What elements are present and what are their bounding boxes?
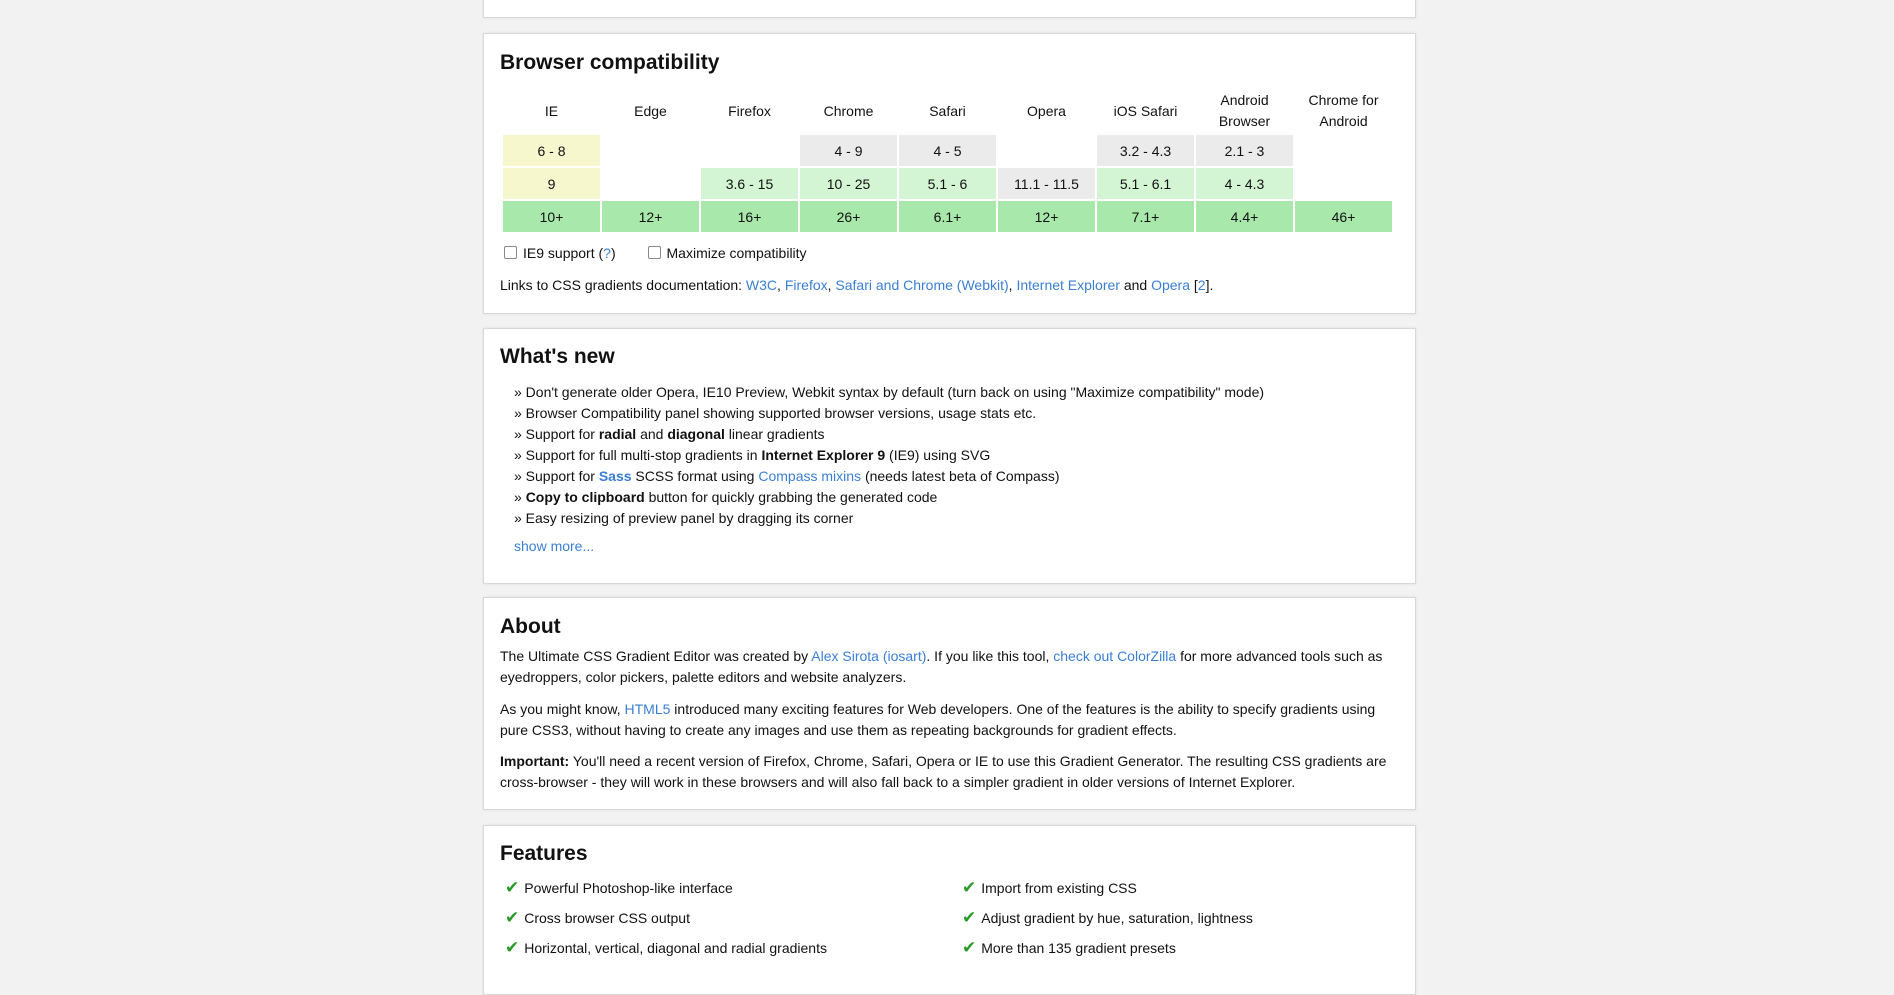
- compat-header-edge: Edge: [634, 102, 667, 119]
- compat-header-safari: Safari: [929, 102, 966, 119]
- compat-cell: 2.1 - 3: [1196, 135, 1293, 166]
- compat-cell: 5.1 - 6.1: [1097, 168, 1194, 199]
- compat-cell: 9: [503, 168, 600, 199]
- browser-compat-panel: [483, 33, 1416, 314]
- compat-cell: [1295, 135, 1392, 166]
- list-item: » Support for radial and diagonal linear gradients: [514, 426, 825, 442]
- section-title-about: About: [500, 615, 561, 638]
- doc-links: Links to CSS gradients documentation: W3C, Firefox, Safari and Chrome (Webkit), Internet Explorer and Opera [2].: [500, 277, 1214, 293]
- check-icon: ✔: [962, 878, 977, 897]
- ie9-support-checkbox[interactable]: [504, 246, 517, 259]
- list-item: » Support for full multi-stop gradients in Internet Explorer 9 (IE9) using SVG: [514, 447, 991, 463]
- opera-doc-link-2[interactable]: 2: [1197, 277, 1206, 293]
- ie9-help-link[interactable]: ?: [603, 245, 611, 261]
- feature-item: ✔ More than 135 gradient presets: [962, 938, 1176, 957]
- whats-new-list: [514, 382, 1264, 529]
- section-title-whats-new: What's new: [500, 345, 615, 368]
- compat-header-firefox: Firefox: [728, 102, 771, 119]
- show-more-link[interactable]: show more...: [514, 538, 595, 554]
- about-panel: [483, 597, 1416, 810]
- colorzilla-link[interactable]: check out ColorZilla: [1053, 648, 1177, 664]
- compat-cell: 6.1+: [899, 201, 996, 232]
- about-paragraph-2: As you might know, HTML5 introduced many exciting features for Web developers. One of the features is the ability to specify gradients using pure CSS3, without having to create any images and use them as repeating backgrounds for gradient effects.: [500, 701, 1376, 738]
- compat-cell: 10+: [503, 201, 600, 232]
- list-item: » Browser Compatibility panel showing supported browser versions, usage stats etc.: [514, 405, 1037, 421]
- compat-row-old: [503, 135, 1392, 166]
- previous-panel: [483, 0, 1416, 18]
- maximize-compat-label: Maximize compatibility: [666, 245, 807, 261]
- compat-cell: 3.2 - 4.3: [1097, 135, 1194, 166]
- compat-cell: [1295, 168, 1392, 199]
- compat-cell: 4 - 9: [800, 135, 897, 166]
- compat-cell: 6 - 8: [503, 135, 600, 166]
- compat-cell: 46+: [1295, 201, 1392, 232]
- compat-header-chrome-android: Chrome for Android: [1308, 92, 1379, 129]
- section-title-features: Features: [500, 842, 588, 865]
- compat-row-partial: [503, 168, 1392, 199]
- list-item: » Copy to clipboard button for quickly grabbing the generated code: [514, 489, 938, 505]
- and-text: and: [1119, 277, 1152, 293]
- check-icon: ✔: [962, 938, 977, 957]
- firefox-doc-link[interactable]: Firefox: [784, 277, 828, 293]
- compat-cell: 16+: [701, 201, 798, 232]
- check-icon: ✔: [505, 938, 520, 957]
- feature-item: ✔ Powerful Photoshop-like interface: [505, 878, 733, 897]
- compat-cell: [602, 135, 699, 166]
- compat-header-opera: Opera: [1027, 102, 1066, 119]
- compat-header-chrome: Chrome: [823, 102, 874, 119]
- compat-options: [504, 245, 835, 261]
- author-link[interactable]: Alex Sirota (iosart): [811, 648, 927, 664]
- compat-cell: 4.4+: [1196, 201, 1293, 232]
- sass-link[interactable]: Sass: [598, 468, 632, 484]
- compat-cell: [998, 135, 1095, 166]
- opera-doc-link[interactable]: Opera: [1151, 277, 1190, 293]
- feature-item: ✔ Horizontal, vertical, diagonal and radial gradients: [505, 938, 827, 957]
- doc-links-prefix: Links to CSS gradients documentation:: [500, 277, 746, 293]
- webkit-doc-link[interactable]: Safari and Chrome (Webkit): [835, 277, 1009, 293]
- compat-cell: 12+: [998, 201, 1095, 232]
- compass-mixins-link[interactable]: Compass mixins: [758, 468, 862, 484]
- feature-item: ✔ Import from existing CSS: [962, 878, 1137, 897]
- compat-cell: 3.6 - 15: [701, 168, 798, 199]
- about-paragraph-1: The Ultimate CSS Gradient Editor was created by Alex Sirota (iosart). If you like this tool, check out ColorZilla for more advanced tools such as eyedroppers, color pickers, palette editors and website analyzers.: [500, 648, 1383, 685]
- maximize-compat-checkbox[interactable]: [648, 246, 661, 259]
- list-item: » Support for Sass SCSS format using Compass mixins (needs latest beta of Compass): [514, 468, 1060, 484]
- ie9-support-label: IE9 support (: [523, 245, 604, 261]
- ie-doc-link[interactable]: Internet Explorer: [1016, 277, 1120, 293]
- about-paragraph-3: Important: You'll need a recent version of Firefox, Chrome, Safari, Opera or IE to use this Gradient Generator. The resulting CSS gradients are cross-browser - they will work in these browsers and will also fall back to a simpler gradient in older versions of Internet Explorer.: [500, 753, 1387, 790]
- compat-header-ie: IE: [544, 102, 559, 119]
- compat-cell: [701, 135, 798, 166]
- check-icon: ✔: [505, 878, 520, 897]
- check-icon: ✔: [962, 908, 977, 927]
- compat-table: [501, 87, 1394, 234]
- list-item: » Don't generate older Opera, IE10 Preview, Webkit syntax by default (turn back on using "Maximize compatibility" mode): [514, 384, 1265, 400]
- features-left-column: [505, 878, 827, 968]
- section-title-browser-compat: Browser compatibility: [500, 51, 720, 74]
- compat-cell: [602, 168, 699, 199]
- compat-header-ios-safari: iOS Safari: [1113, 102, 1178, 119]
- html5-link[interactable]: HTML5: [624, 701, 671, 717]
- compat-header-android-browser: Android Browser: [1218, 92, 1271, 129]
- compat-row-full: [503, 201, 1392, 232]
- compat-cell: 4 - 5: [899, 135, 996, 166]
- feature-item: ✔ Adjust gradient by hue, saturation, lightness: [962, 908, 1253, 927]
- compat-cell: 12+: [602, 201, 699, 232]
- compat-cell: 26+: [800, 201, 897, 232]
- check-icon: ✔: [505, 908, 520, 927]
- list-item: » Easy resizing of preview panel by dragging its corner: [514, 510, 854, 526]
- ie9-support-close: ): [610, 245, 616, 261]
- features-panel: [483, 825, 1416, 995]
- maximize-compat-option[interactable]: [648, 245, 807, 261]
- ie9-support-option[interactable]: [504, 245, 616, 261]
- feature-item: ✔ Cross browser CSS output: [505, 908, 690, 927]
- compat-header-row: [503, 89, 1392, 133]
- compat-cell: 4 - 4.3: [1196, 168, 1293, 199]
- compat-cell: 10 - 25: [800, 168, 897, 199]
- w3c-link[interactable]: W3C: [745, 277, 778, 293]
- whats-new-panel: [483, 328, 1416, 584]
- compat-cell: 5.1 - 6: [899, 168, 996, 199]
- compat-cell: 11.1 - 11.5: [998, 168, 1095, 199]
- compat-cell: 7.1+: [1097, 201, 1194, 232]
- features-right-column: [962, 878, 1253, 968]
